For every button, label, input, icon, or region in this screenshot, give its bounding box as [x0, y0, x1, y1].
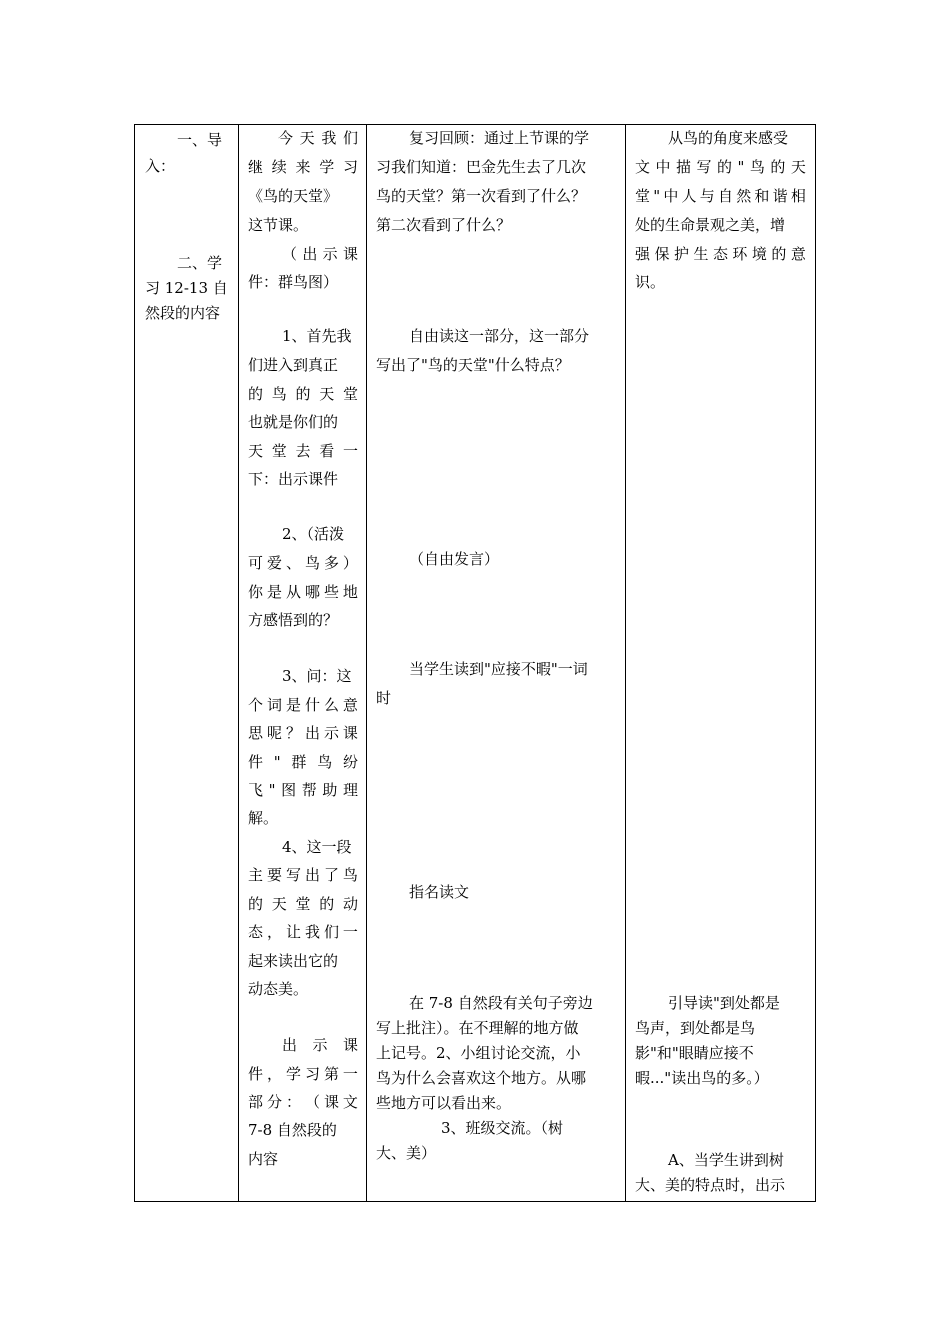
- col4-p1-line-6: 识。: [635, 273, 666, 291]
- table-divider-3: [625, 124, 626, 1202]
- table-border-left: [134, 124, 135, 1202]
- col2-p4-line-1: 2、（活泼: [282, 525, 345, 543]
- col4-p1-line-3: 堂 " 中 人 与 自 然 和 谐 相: [635, 187, 806, 205]
- col2-p5-line-6: 解。: [248, 809, 279, 827]
- col4-p1-line-1: 从鸟的角度来感受: [668, 129, 789, 147]
- col2-p7-line-4: 7-8 自然段的: [248, 1121, 337, 1139]
- col2-p1-line-4: 这节课。: [248, 216, 309, 234]
- table-border-right: [815, 124, 816, 1202]
- col4-p2-line-4: 暇..."读出鸟的多。）: [635, 1069, 769, 1087]
- col2-p7-line-1: 出 示 课: [282, 1036, 358, 1054]
- col4-p1-line-2: 文 中 描 写 的 " 鸟 的 天: [635, 158, 806, 176]
- col4-p3-line-1: A、当学生讲到树: [668, 1151, 784, 1169]
- col3-p2-line-1: 自由读这一部分，这一部分: [409, 327, 590, 345]
- col2-p6-line-5: 起来读出它的: [248, 952, 339, 970]
- col4-p1-line-4: 处的生命景观之美，增: [635, 216, 786, 234]
- col2-p3-line-6: 下：出示课件: [248, 470, 339, 488]
- col2-p3-line-1: 1、首先我: [282, 327, 352, 345]
- col3-p1-line-2: 习我们知道：巴金先生去了几次: [376, 158, 587, 176]
- col2-p6-line-4: 态 ， 让 我 们 一: [248, 923, 358, 941]
- col3-p2-line-2: 写出了"鸟的天堂"什么特点？: [376, 356, 570, 374]
- col2-p7-line-3: 部 分 ： （ 课 文: [248, 1093, 358, 1111]
- col3-p3: （自由发言）: [409, 550, 500, 568]
- col2-p7-line-2: 件 ， 学 习 第 一: [248, 1065, 358, 1083]
- col2-p5-line-2: 个 词 是 什 么 意: [248, 696, 358, 714]
- col2-p2-line-2: 件：群鸟图）: [248, 273, 339, 291]
- col4-p2-line-1: 引导读"到处都是: [668, 994, 780, 1012]
- col4-p2-line-3: 影"和"眼睛应接不: [635, 1044, 754, 1062]
- col3-p4-line-1: 当学生读到"应接不暇"一词: [409, 660, 588, 678]
- col2-p3-line-2: 们进入到真正: [248, 356, 339, 374]
- col3-p6-line-4: 鸟为什么会喜欢这个地方。从哪: [376, 1069, 587, 1087]
- section-2-heading-c: 然段的内容: [145, 304, 221, 322]
- col2-p4-line-4: 方感悟到的？: [248, 611, 339, 629]
- section-1-heading-a: 一、导: [177, 131, 223, 149]
- col2-p3-line-3: 的 鸟 的 天 堂: [248, 385, 358, 403]
- col2-p4-line-3: 你 是 从 哪 些 地: [248, 583, 358, 601]
- col2-p6-line-6: 动态美。: [248, 980, 309, 998]
- col2-p6-line-3: 的 天 堂 的 动: [248, 895, 358, 913]
- col3-p6-line-2: 写上批注）。在不理解的地方做: [376, 1019, 579, 1037]
- col3-p6-line-3: 上记号。2、小组讨论交流，小: [376, 1044, 581, 1062]
- col4-p1-line-5: 强 保 护 生 态 环 境 的 意: [635, 245, 806, 263]
- table-border-bottom: [134, 1201, 816, 1202]
- col2-p7-line-5: 内容: [248, 1150, 279, 1168]
- col2-p5-line-4: 件 " 群 鸟 纷: [248, 753, 358, 771]
- col3-p1-line-3: 鸟的天堂？第一次看到了什么？: [376, 187, 587, 205]
- section-2-heading-b: 习 12-13 自: [145, 279, 228, 297]
- table-divider-2: [366, 124, 367, 1202]
- section-2-heading-a: 二、学: [177, 254, 223, 272]
- col2-p4-line-2: 可 爱 、 鸟 多 ）: [248, 554, 358, 572]
- col3-p6-line-1: 在 7-8 自然段有关句子旁边: [409, 994, 593, 1012]
- col3-p6-line-5: 些地方可以看出来。: [376, 1094, 512, 1112]
- section-1-heading-b: 入：: [145, 157, 176, 175]
- col3-p1-line-1: 复习回顾：通过上节课的学: [409, 129, 590, 147]
- col3-p7-line-2: 大、美）: [376, 1144, 437, 1162]
- col3-p1-line-4: 第二次看到了什么？: [376, 216, 512, 234]
- col2-p1-line-3: 《鸟的天堂》: [248, 187, 339, 205]
- col2-p6-line-2: 主 要 写 出 了 鸟: [248, 866, 358, 884]
- col2-p5-line-3: 思 呢 ？ 出 示 课: [248, 724, 358, 742]
- col2-p6-line-1: 4、这一段: [282, 838, 352, 856]
- col2-p3-line-4: 也就是你们的: [248, 413, 339, 431]
- col3-p5: 指名读文: [409, 883, 470, 901]
- col4-p2-line-2: 鸟声，到处都是鸟: [635, 1019, 756, 1037]
- col2-p3-line-5: 天 堂 去 看 一: [248, 442, 358, 460]
- col2-p1-line-2: 继 续 来 学 习: [248, 158, 358, 176]
- table-divider-1: [238, 124, 239, 1202]
- col2-p5-line-1: 3、问：这: [282, 667, 352, 685]
- col2-p2-line-1: （ 出 示 课: [282, 245, 358, 263]
- col2-p5-line-5: 飞 " 图 帮 助 理: [248, 781, 358, 799]
- col4-p3-line-2: 大、美的特点时，出示: [635, 1176, 786, 1194]
- col3-p7-line-1: 3、班级交流。（树: [441, 1119, 564, 1137]
- col3-p4-line-2: 时: [376, 689, 392, 707]
- col2-p1-line-1: 今 天 我 们: [278, 129, 358, 147]
